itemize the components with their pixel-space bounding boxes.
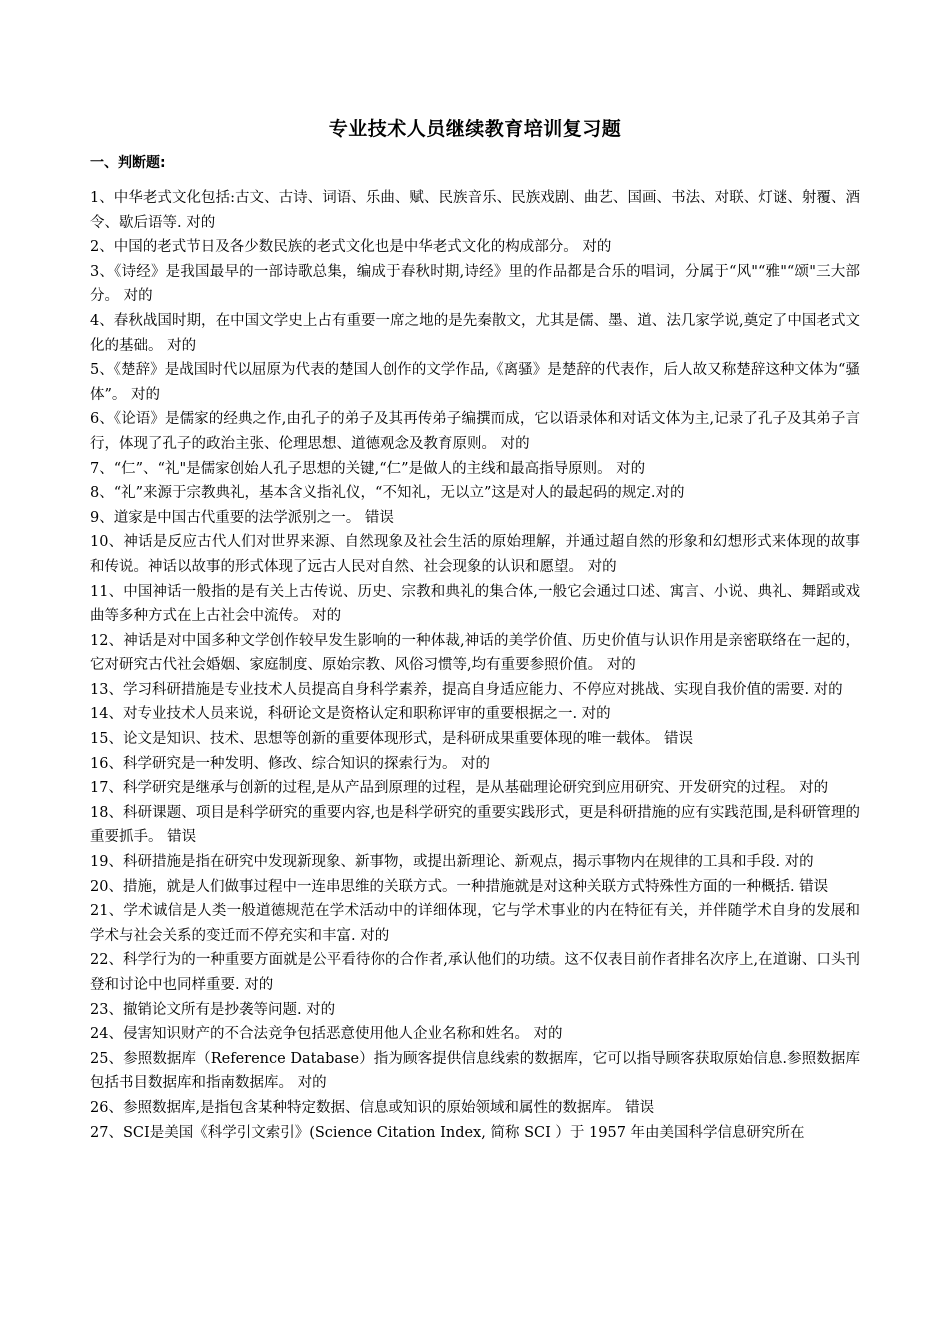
question-item: 4、春秋战国时期，在中国文学史上占有重要一席之地的是先秦散文，尤其是儒、墨、道、法几家学说,奠定了中国老式文化的基础。 对的 — [90, 312, 860, 354]
question-item: 14、对专业技术人员来说，科研论文是资格认定和职称评审的重要根据之一. 对的 — [90, 706, 611, 723]
question-item: 5、《楚辞》是战国时代以屈原为代表的楚国人创作的文学作品,《离骚》是楚辞的代表作，后人故又称楚辞这种文体为“骚体”。 对的 — [90, 362, 860, 403]
question-item: 9、道家是中国古代重要的法学派别之一。 错误 — [90, 509, 394, 526]
question-item: 23、撤销论文所有是抄袭等问题. 对的 — [90, 1001, 336, 1018]
question-item: 17、科学研究是继承与创新的过程,是从产品到原理的过程，是从基础理论研究到应用研究、开发研究的过程。 对的 — [90, 780, 829, 797]
question-item: 16、科学研究是一种发明、修改、综合知识的探索行为。 对的 — [90, 755, 491, 772]
document-title: 专业技术人员继续教育培训复习题 — [328, 118, 622, 140]
question-item: 20、措施，就是人们做事过程中一连串思维的关联方式。一种措施就是对这种关联方式特殊性方面的一种概括. 错误 — [90, 878, 829, 895]
question-item: 2、中国的老式节日及各少数民族的老式文化也是中华老式文化的构成部分。 对的 — [90, 239, 612, 256]
question-item: 26、参照数据库,是指包含某种特定数据、信息或知识的原始领域和属性的数据库。 错误 — [90, 1099, 655, 1116]
question-item: 25、参照数据库（Reference Database）指为顾客提供信息线索的数据库，它可以指导顾客获取原始信息.参照数据库包括书目数据库和指南数据库。 对的 — [90, 1050, 860, 1092]
question-item: 13、学习科研措施是专业技术人员提高自身科学素养，提高自身适应能力、不停应对挑战、实现自我价值的需要. 对的 — [90, 681, 843, 698]
question-item: 12、神话是对中国多种文学创作较早发生影响的一种体裁,神话的美学价值、历史价值与认识作用是亲密联络在一起的，它对研究古代社会婚姻、家庭制度、原始宗教、风俗习惯等,均有重要参照价值。 对的 — [90, 632, 860, 674]
section-heading: 一、判断题: — [90, 155, 166, 171]
document-page — [90, 112, 860, 1145]
question-item: 11、中国神话一般指的是有关上古传说、历史、宗教和典礼的集合体,一般它会通过口述、寓言、小说、典礼、舞蹈或戏曲等多种方式在上古社会中流传。 对的 — [90, 583, 860, 625]
question-item: 8、“礼”来源于宗教典礼，基本含义指礼仪，“不知礼，无以立”这是对人的最起码的规定.对的 — [90, 485, 685, 502]
question-item: 18、科研课题、项目是科学研究的重要内容,也是科学研究的重要实践形式，更是科研措施的应有实践范围,是科研管理的重要抓手。 错误 — [90, 804, 860, 846]
question-item: 27、SCI是美国《科学引文索引》(Science Citation Index, 简称 SCI ）于 1957 年由美国科学信息研究所在 — [90, 1124, 805, 1141]
question-item: 22、科学行为的一种重要方面就是公平看待你的合作者,承认他们的功绩。这不仅表目前作者排名次序上,在道谢、口头刊登和讨论中也同样重要. 对的 — [90, 952, 860, 993]
question-item: 15、论文是知识、技术、思想等创新的重要体现形式，是科研成果重要体现的唯一载体。 错误 — [90, 731, 694, 748]
question-item: 1、中华老式文化包括:古文、古诗、词语、乐曲、赋、民族音乐、民族戏剧、曲艺、国画、书法、对联、灯谜、射覆、酒令、歇后语等. 对的 — [90, 190, 860, 231]
question-item: 24、侵害知识财产的不合法竞争包括恶意使用他人企业名称和姓名。 对的 — [90, 1026, 563, 1043]
question-item: 10、神话是反应古代人们对世界来源、自然现象及社会生活的原始理解，并通过超自然的形象和幻想形式来体现的故事和传说。神话以故事的形式体现了远古人民对自然、社会现象的认识和愿望。 对的 — [90, 534, 860, 575]
question-list — [90, 186, 860, 1145]
question-item: 21、学术诚信是人类一般道德规范在学术活动中的详细体现，它与学术事业的内在特征有关，并伴随学术自身的发展和学术与社会关系的变迁而不停充实和丰富. 对的 — [90, 903, 860, 944]
question-item: 3、《诗经》是我国最早的一部诗歌总集，编成于春秋时期,诗经》里的作品都是合乐的唱词，分属于“风"“雅"“颂"三大部分。 对的 — [90, 263, 860, 305]
question-item: 6、《论语》是儒家的经典之作,由孔子的弟子及其再传弟子编撰而成，它以语录体和对话文体为主,记录了孔子及其弟子言行，体现了孔子的政治主张、伦理思想、道德观念及教育原则。 对的 — [90, 411, 860, 452]
question-item: 19、科研措施是指在研究中发现新现象、新事物，或提出新理论、新观点，揭示事物内在规律的工具和手段. 对的 — [90, 854, 814, 871]
question-item: 7、“仁”、“礼"是儒家创始人孔子思想的关键,“仁”是做人的主线和最高指导原则。 对的 — [90, 460, 646, 477]
